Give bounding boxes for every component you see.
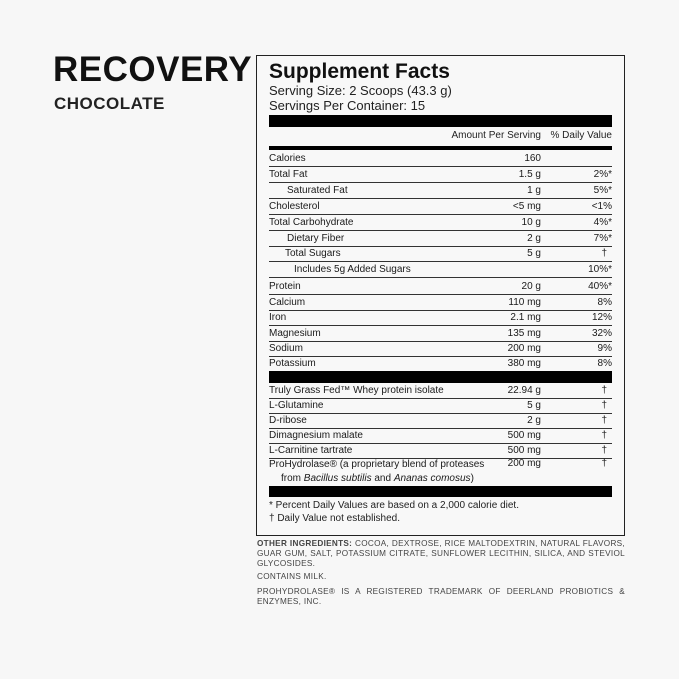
table-row xyxy=(269,326,612,342)
amount: 5 g xyxy=(527,248,541,259)
nutrient-name: Saturated Fat xyxy=(287,185,348,196)
product-name: RECOVERY xyxy=(53,50,253,89)
daily-value: 40%* xyxy=(588,281,612,292)
daily-value: † xyxy=(601,385,607,396)
table-row xyxy=(269,443,612,459)
amount: 2 g xyxy=(527,233,541,244)
amount: 200 mg xyxy=(507,458,541,469)
nutrient-name: Dietary Fiber xyxy=(287,233,345,244)
allergen-statement: CONTAINS MILK. xyxy=(257,572,327,581)
nutrient-name: Protein xyxy=(269,281,301,292)
table-row xyxy=(269,383,612,399)
table-row xyxy=(269,183,612,199)
trademark-notice: PROHYDROLASE® IS A REGISTERED TRADEMARK OF DEERLAND PROBIOTICS & ENZYMES, INC. xyxy=(257,587,625,606)
daily-value: † xyxy=(601,458,607,469)
table-row xyxy=(269,428,612,444)
divider-bar xyxy=(269,146,612,150)
amount: 1 g xyxy=(527,185,541,196)
daily-value: 9% xyxy=(597,343,612,354)
table-row xyxy=(269,341,612,357)
table-row xyxy=(269,215,612,231)
amount: 200 mg xyxy=(507,343,541,354)
nutrient-name: Total Fat xyxy=(269,169,308,180)
divider-bar xyxy=(269,115,612,127)
divider-bar xyxy=(269,486,612,497)
amount: 160 xyxy=(524,153,541,164)
product-flavor: CHOCOLATE xyxy=(54,94,165,113)
amount-header: Amount Per Serving xyxy=(451,130,541,141)
nutrient-name: Magnesium xyxy=(269,328,321,339)
nutrient-name: Cholesterol xyxy=(269,201,320,212)
amount: 500 mg xyxy=(507,445,541,456)
daily-value: † xyxy=(601,248,607,259)
amount: 110 mg xyxy=(508,297,541,308)
table-row xyxy=(269,262,612,278)
daily-value: 12% xyxy=(591,312,612,323)
table-row xyxy=(269,413,612,429)
nutrient-name: Truly Grass Fed™ Whey protein isolate xyxy=(269,385,444,396)
nutrient-name: Calcium xyxy=(269,297,306,308)
divider-bar xyxy=(269,371,612,383)
nutrient-name: Sodium xyxy=(269,343,303,354)
table-row xyxy=(269,295,612,311)
amount: 500 mg xyxy=(507,430,541,441)
nutrient-name: ProHydrolase® (a proprietary blend of proteases xyxy=(269,459,485,470)
table-row: ProHydrolase® (a proprietary blend of proteases from Bacillus subtilis and Ananas comosus) 200 mg † xyxy=(269,458,607,484)
table-row xyxy=(269,167,612,183)
servings-per-container: Servings Per Container: 15 xyxy=(269,98,426,113)
amount: 20 g xyxy=(521,281,541,292)
nutrient-name: Total Sugars xyxy=(285,248,341,259)
amount: 135 mg xyxy=(507,328,541,339)
daily-value: † xyxy=(601,445,607,456)
table-row xyxy=(269,310,612,326)
nutrient-name: Potassium xyxy=(269,358,316,369)
panel-title: Supplement Facts xyxy=(269,60,450,83)
other-ingredients: OTHER INGREDIENTS: COCOA, DEXTROSE, RICE MALTODEXTRIN, NATURAL FLAVORS, GUAR GUM, SALT, POTASSIUM CITRATE, SUNFLOWER LECITHIN, SILICA, AND STEVIOL GLYCOSIDES. xyxy=(257,539,625,568)
daily-value: <1% xyxy=(591,201,612,212)
daily-value: 32% xyxy=(591,328,612,339)
nutrient-name: D-ribose xyxy=(269,415,307,426)
daily-value: † xyxy=(601,415,607,426)
amount: 22.94 g xyxy=(507,385,541,396)
daily-value: 5%* xyxy=(593,185,612,196)
nutrient-name: Iron xyxy=(269,312,287,323)
amount: 2.1 mg xyxy=(510,312,541,323)
serving-size: Serving Size: 2 Scoops (43.3 g) xyxy=(269,83,452,98)
table-row xyxy=(269,231,612,247)
daily-value: 2%* xyxy=(593,169,612,180)
table-row xyxy=(269,398,612,414)
dv-header: % Daily Value xyxy=(550,130,612,141)
nutrient-name: L-Glutamine xyxy=(269,400,324,411)
daily-value: 8% xyxy=(597,297,612,308)
daily-value: 4%* xyxy=(593,217,612,228)
footnote-daily-values: * Percent Daily Values are based on a 2,000 calorie diet. xyxy=(269,500,519,511)
nutrient-name: Calories xyxy=(269,153,306,164)
table-row xyxy=(269,151,612,167)
footnote-not-established: † Daily Value not established. xyxy=(269,513,401,524)
supplement-facts-panel xyxy=(256,55,625,536)
amount: 380 mg xyxy=(507,358,541,369)
nutrient-name: Dimagnesium malate xyxy=(269,430,363,441)
daily-value: † xyxy=(601,430,607,441)
nutrient-name: L-Carnitine tartrate xyxy=(269,445,353,456)
table-row xyxy=(269,199,612,215)
table-row xyxy=(269,246,612,262)
daily-value: 8% xyxy=(597,358,612,369)
daily-value: 7%* xyxy=(593,233,612,244)
amount: <5 mg xyxy=(512,201,541,212)
amount: 1.5 g xyxy=(518,169,541,180)
daily-value: 10%* xyxy=(588,264,612,275)
amount: 10 g xyxy=(521,217,541,228)
daily-value: † xyxy=(601,400,607,411)
table-row xyxy=(269,279,612,295)
nutrient-name: Total Carbohydrate xyxy=(269,217,354,228)
amount: 2 g xyxy=(527,415,541,426)
table-row xyxy=(269,356,612,372)
amount: 5 g xyxy=(527,400,541,411)
nutrient-name: Includes 5g Added Sugars xyxy=(294,264,411,275)
